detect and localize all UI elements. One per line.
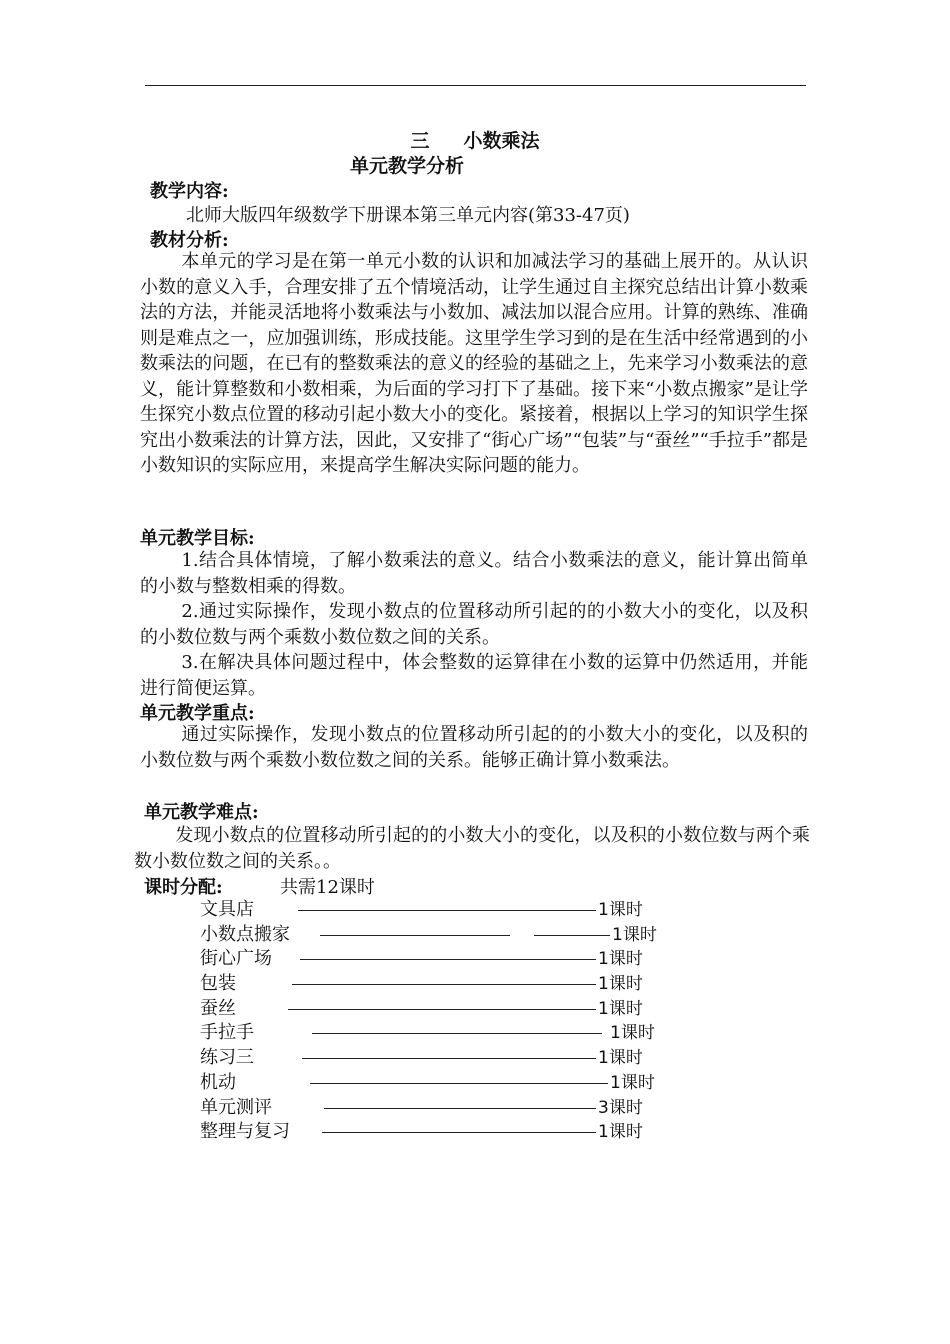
key-points-paragraph — [140, 722, 808, 773]
schedule-row — [200, 923, 720, 948]
schedule-row — [200, 1120, 720, 1145]
header-rule — [145, 85, 806, 86]
content-text: 北师大版四年级数学下册课本第三单元内容(第33-47页) — [186, 205, 630, 226]
leader-line — [312, 1033, 602, 1034]
schedule-row — [200, 947, 720, 972]
goal-item: 3.在解决具体问题过程中，体会整数的运算律在小数的运算中仍然适用，并能进行简便运算。 — [140, 652, 808, 699]
schedule-item-hours: 1课时 — [598, 974, 643, 995]
schedule-row — [200, 1071, 720, 1096]
page-subtitle: 单元教学分析 — [349, 155, 464, 177]
leader-line — [322, 1132, 596, 1133]
schedule-total: 共需12课时 — [280, 877, 375, 898]
schedule-row — [200, 997, 720, 1022]
goal-item: 2.通过实际操作，发现小数点的位置移动所引起的的小数大小的变化，以及积的小数位数与两个乘数小数位数之间的关系。 — [140, 601, 808, 648]
goals-heading: 单元教学目标: — [140, 528, 255, 549]
goal-item: 1.结合具体情境，了解小数乘法的意义。结合小数乘法的意义，能计算出简单的小数与整数相乘的得数。 — [140, 550, 808, 597]
leader-line — [288, 1009, 596, 1010]
leader-line — [298, 910, 596, 911]
schedule-item-hours: 3课时 — [598, 1097, 643, 1118]
schedule-row — [200, 1021, 720, 1046]
material-paragraph — [140, 249, 808, 479]
content-heading: 教学内容: — [150, 181, 229, 202]
material-text: 本单元的学习是在第一单元小数的认识和加减法学习的基础上展开的。从认识小数的意义入手，合理安排了五个情境活动，让学生通过自主探究总结出计算小数乘法的方法，并能灵活地将小数乘法与小数加、减法加以混合应用。计算的熟练、准确则是难点之一，应加强训练，形成技能。这里学生学习到的是在生活中经常遇到的小数乘法的问题，在已有的整数乘法的意义的经验的基础之上，先来学习小数乘法的意义，能计算整数和小数相乘，为后面的学习打下了基础。接下来“小数点搬家”是让学生探究小数点位置的移动引起小数大小的变化。紧接着，根据以上学习的知识学生探究出小数乘法的计算方法，因此，又安排了“街心广场”“包装”与“蚕丝”“手拉手”都是小数知识的实际应用，来提高学生解决实际问题的能力。 — [140, 251, 808, 476]
chapter-number: 三 — [410, 130, 430, 152]
schedule-item-name: 小数点搬家 — [200, 923, 290, 945]
chapter-title — [0, 126, 950, 153]
chapter-name: 小数乘法 — [463, 130, 540, 152]
leader-line — [310, 1083, 608, 1084]
schedule-row — [200, 972, 720, 997]
material-heading: 教材分析: — [150, 230, 229, 251]
leader-line — [292, 984, 596, 985]
leader-line — [324, 1108, 596, 1109]
schedule-item-hours: 1课时 — [598, 1122, 643, 1143]
schedule-item-hours: 1课时 — [598, 998, 643, 1019]
leader-line — [302, 1058, 596, 1059]
schedule-row — [200, 1096, 720, 1121]
leader-line — [300, 959, 596, 960]
key-points-heading: 单元教学重点: — [140, 703, 255, 724]
schedule-row — [200, 898, 720, 923]
goals-list — [140, 548, 808, 701]
schedule-row — [200, 1046, 720, 1071]
leader-line — [320, 935, 510, 936]
schedule-item-name: 单元测评 — [200, 1096, 272, 1118]
schedule-item-hours: 1课时 — [612, 924, 657, 945]
leader-line — [534, 935, 610, 936]
schedule-item-hours: 1课时 — [610, 1023, 655, 1044]
difficulties-text: 发现小数点的位置移动所引起的的小数大小的变化，以及积的小数位数与两个乘数小数位数之间的关系。。 — [134, 825, 810, 872]
schedule-item-name: 文具店 — [200, 899, 254, 920]
schedule-item-hours: 1课时 — [610, 1072, 655, 1093]
schedule-item-name: 手拉手 — [200, 1022, 254, 1044]
schedule-heading: 课时分配: — [144, 877, 223, 898]
schedule-item-name: 包装 — [200, 973, 236, 995]
schedule-item-name: 练习三 — [200, 1047, 254, 1069]
schedule-item-hours: 1课时 — [598, 949, 643, 970]
schedule-item-hours: 1课时 — [598, 1048, 643, 1069]
difficulties-heading: 单元教学难点: — [144, 802, 259, 823]
schedule-item-hours: 1课时 — [598, 900, 643, 920]
schedule-list — [200, 898, 720, 1145]
difficulties-paragraph — [134, 823, 810, 874]
schedule-item-name: 机动 — [200, 1071, 236, 1093]
schedule-item-name: 蚕丝 — [200, 997, 236, 1019]
key-points-text: 通过实际操作，发现小数点的位置移动所引起的的小数大小的变化，以及积的小数位数与两个乘数小数位数之间的关系。能够正确计算小数乘法。 — [140, 724, 808, 771]
schedule-item-name: 整理与复习 — [200, 1121, 290, 1143]
schedule-item-name: 街心广场 — [200, 948, 272, 970]
